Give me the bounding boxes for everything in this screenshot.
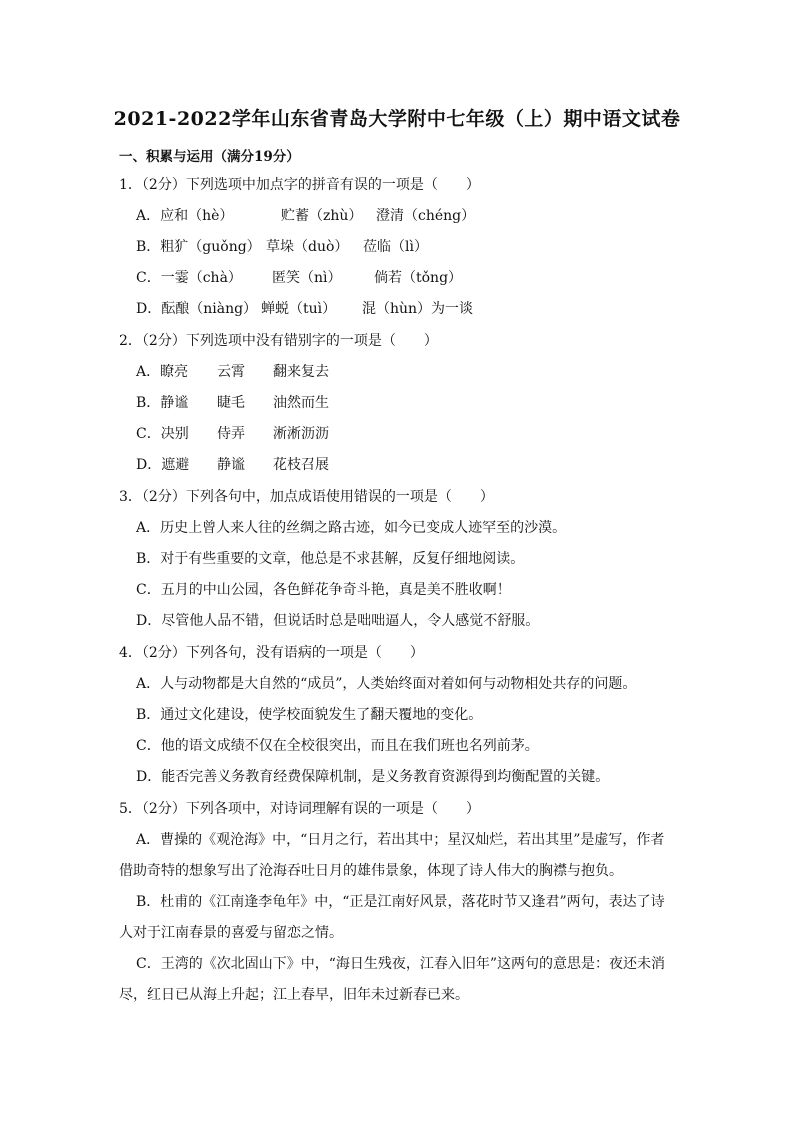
q5-option-a-line1: A．曹操的《观沧海》中，“日月之行，若出其中；星汉灿烂，若出其里”是虚写，作者: [136, 832, 665, 848]
q4-option-b: B．通过文化建设，使学校面貌发生了翻天覆地的变化。: [136, 707, 483, 723]
q2-d-3: 花枝召展: [273, 457, 329, 473]
q1-b-3: 莅临（lì）: [363, 239, 428, 255]
q2-option-a: [136, 363, 329, 381]
q2-c-2: 侍弄: [217, 426, 245, 442]
q1-option-a: [136, 207, 475, 225]
q1-a-1: A．应和（hè）: [136, 208, 234, 224]
q2-option-d: [136, 456, 329, 474]
q2-d-2: 静谧: [217, 457, 245, 473]
q1-option-c: [136, 269, 462, 287]
q3-stem: 3．（2分）下列各句中，加点成语使用错误的一项是（ ）: [119, 489, 494, 505]
q2-b-1: B．静谧: [136, 395, 189, 411]
q2-b-3: 油然而生: [273, 395, 329, 411]
section-heading: 一、积累与运用（满分19分）: [119, 149, 300, 165]
q2-a-1: A．瞭亮: [136, 364, 189, 380]
q1-option-b: [136, 238, 428, 256]
q1-b-2: 草垛（duò）: [266, 239, 349, 255]
q4-option-a: A．人与动物都是大自然的“成员”，人类始终面对着如何与动物相处共存的问题。: [136, 676, 637, 692]
q5-option-c-line1: C．王湾的《次北固山下》中，“海日生残夜，江春入旧年”这两句的意思是：夜还未消: [136, 956, 666, 972]
q1-b-1: B．粗犷（guǒng）: [136, 239, 261, 255]
q1-option-d: [136, 300, 473, 318]
q3-option-b: B．对于有些重要的文章，他总是不求甚解，反复仔细地阅读。: [136, 551, 525, 567]
q5-option-b-line2: 人对于江南春景的喜爱与留恋之情。: [119, 925, 343, 941]
q2-b-2: 睫毛: [217, 395, 245, 411]
q2-a-3: 翻来复去: [273, 364, 329, 380]
q1-d-3: 混（hùn）为一谈: [362, 301, 474, 317]
q2-option-b: [136, 394, 329, 412]
q1-d-1: D．酝酿（niàng）: [136, 301, 258, 317]
q1-a-2: 贮蓄（zhù）: [281, 208, 363, 224]
q1-d-2: 蝉蜕（tuì）: [261, 301, 337, 317]
q1-c-2: 匿笑（nì）: [272, 270, 342, 286]
q2-c-3: 淅淅沥沥: [273, 426, 329, 442]
q5-option-a-line2: 借助奇特的想象写出了沧海吞吐日月的雄伟景象，体现了诗人伟大的胸襟与抱负。: [119, 863, 623, 879]
q4-stem: 4．（2分）下列各句，没有语病的一项是（ ）: [119, 645, 424, 661]
q5-option-b-line1: B．杜甫的《江南逢李龟年》中，“正是江南好风景，落花时节又逢君”两句，表达了诗: [136, 894, 665, 910]
q1-c-1: C．一霎（chà）: [136, 270, 242, 286]
q5-option-c-line2: 尽，红日已从海上升起；江上春早，旧年未过新春已来。: [119, 987, 469, 1003]
q1-stem: 1．（2分）下列选项中加点字的拼音有误的一项是（ ）: [119, 177, 480, 193]
q2-stem: 2．（2分）下列选项中没有错别字的一项是（ ）: [119, 333, 438, 349]
q2-option-c: [136, 425, 329, 443]
q3-option-c: C．五月的中山公园，各色鲜花争奇斗艳，真是美不胜收啊！: [136, 582, 511, 598]
q3-option-d: D．尽管他人品不错，但说话时总是咄咄逼人，令人感觉不舒服。: [136, 613, 540, 629]
q5-stem: 5．（2分）下列各项中，对诗词理解有误的一项是（ ）: [119, 801, 480, 817]
q1-a-3: 澄清（chéng）: [376, 208, 476, 224]
q2-c-1: C．决别: [136, 426, 189, 442]
q1-c-3: 倘若（tǒng）: [374, 270, 463, 286]
q3-option-a: A．历史上曾人来人往的丝绸之路古迹，如今已变成人迹罕至的沙漠。: [136, 520, 567, 536]
q4-option-d: D．能否完善义务教育经费保障机制，是义务教育资源得到均衡配置的关键。: [136, 769, 610, 785]
q2-d-1: D．遮避: [136, 457, 190, 473]
exam-title: 2021-2022学年山东省青岛大学附中七年级（上）期中语文试卷: [113, 108, 681, 130]
q2-a-2: 云霄: [217, 364, 245, 380]
q4-option-c: C．他的语文成绩不仅在全校很突出，而且在我们班也名列前茅。: [136, 738, 539, 754]
